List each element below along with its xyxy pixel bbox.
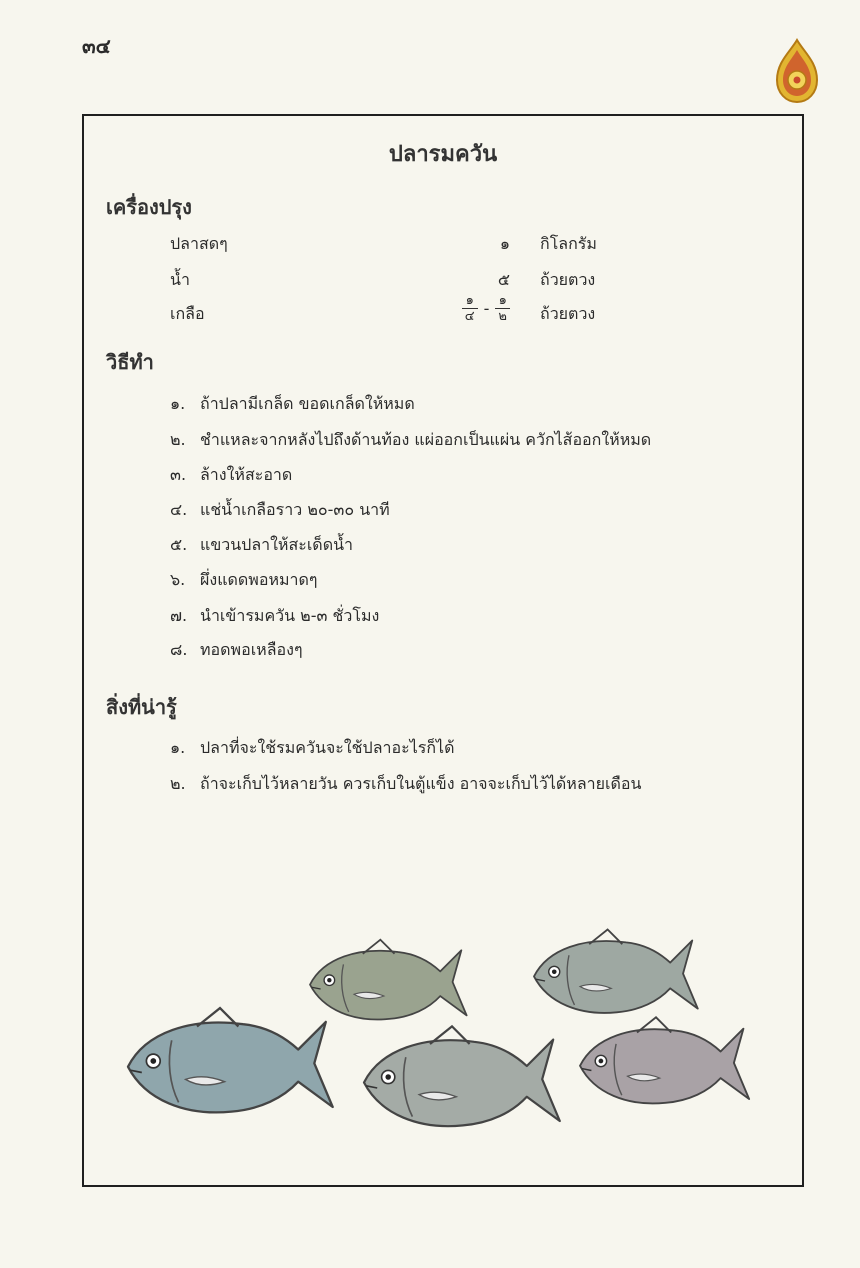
step-number: ๓. xyxy=(170,465,187,484)
step-number: ๒. xyxy=(170,430,186,449)
method-step xyxy=(170,428,790,453)
fraction-denominator: ๒ xyxy=(498,309,507,324)
step-number: ๔. xyxy=(170,500,188,519)
ingredient-name: น้ำ xyxy=(170,270,190,289)
ingredients-heading: เครื่องปรุง xyxy=(106,195,192,219)
method-step xyxy=(170,638,790,663)
notes-heading: สิ่งที่น่ารู้ xyxy=(106,695,177,719)
step-text: นำเข้ารมควัน ๒-๓ ชั่วโมง xyxy=(200,606,380,625)
ingredient-row xyxy=(170,232,770,262)
note-item xyxy=(170,736,790,761)
step-number: ๘. xyxy=(170,640,188,659)
method-step xyxy=(170,568,790,593)
step-number: ๑. xyxy=(170,394,186,413)
step-text: ผึ่งแดดพอหมาดๆ xyxy=(200,570,318,589)
method-step xyxy=(170,463,790,488)
step-text: แขวนปลาให้สะเด็ดน้ำ xyxy=(200,535,354,554)
method-heading: วิธีทำ xyxy=(106,350,154,374)
recipe-title: ปลารมควัน xyxy=(388,142,498,167)
method-step xyxy=(170,392,790,417)
note-text: ปลาที่จะใช้รมควันจะใช้ปลาอะไรก็ได้ xyxy=(200,738,455,757)
step-text: ชำแหละจากหลังไปถึงด้านท้อง แผ่ออกเป็นแผ่น ควักไส้ออกให้หมด xyxy=(200,430,652,449)
ingredient-quantity-range xyxy=(370,294,510,323)
note-number: ๒. xyxy=(170,774,186,793)
step-text: ล้างให้สะอาด xyxy=(200,465,293,484)
step-number: ๕. xyxy=(170,535,188,554)
fish-icon xyxy=(128,1008,333,1112)
ingredient-unit: กิโลกรัม xyxy=(540,234,597,253)
fraction-to xyxy=(495,294,510,323)
fraction-numerator: ๑ xyxy=(495,294,510,309)
range-separator: - xyxy=(483,299,490,318)
ingredient-quantity: ๕ xyxy=(497,270,510,289)
ingredient-quantity: ๑ xyxy=(499,234,510,253)
fish-icon xyxy=(580,1017,749,1103)
fraction-denominator: ๔ xyxy=(464,309,475,324)
fish-icon xyxy=(534,929,698,1012)
ministry-emblem-icon xyxy=(773,38,821,104)
note-text: ถ้าจะเก็บไว้หลายวัน ควรเก็บในตู้แข็ง อาจจะเก็บไว้ได้หลายเดือน xyxy=(200,774,642,793)
ingredient-name: ปลาสดๆ xyxy=(170,234,228,253)
ingredient-unit: ถ้วยตวง xyxy=(540,270,596,289)
fish-illustration xyxy=(122,905,762,1135)
fish-icon xyxy=(310,940,467,1020)
ingredient-row xyxy=(170,293,770,328)
fraction-numerator: ๑ xyxy=(462,294,478,309)
fish-icon xyxy=(364,1026,560,1126)
fraction-from xyxy=(462,294,478,323)
note-item xyxy=(170,772,790,797)
step-text: ทอดพอเหลืองๆ xyxy=(200,640,303,659)
method-step xyxy=(170,604,790,629)
step-text: ถ้าปลามีเกล็ด ขอดเกล็ดให้หมด xyxy=(200,394,415,413)
step-text: แช่น้ำเกลือราว ๒๐-๓๐ นาที xyxy=(200,500,390,519)
step-number: ๗. xyxy=(170,606,188,625)
ingredient-unit: ถ้วยตวง xyxy=(540,304,596,323)
method-step xyxy=(170,533,790,558)
step-number: ๖. xyxy=(170,570,186,589)
note-number: ๑. xyxy=(170,738,186,757)
ingredient-name: เกลือ xyxy=(170,304,205,323)
page-number: ๓๔ xyxy=(82,34,111,58)
method-step xyxy=(170,498,790,523)
